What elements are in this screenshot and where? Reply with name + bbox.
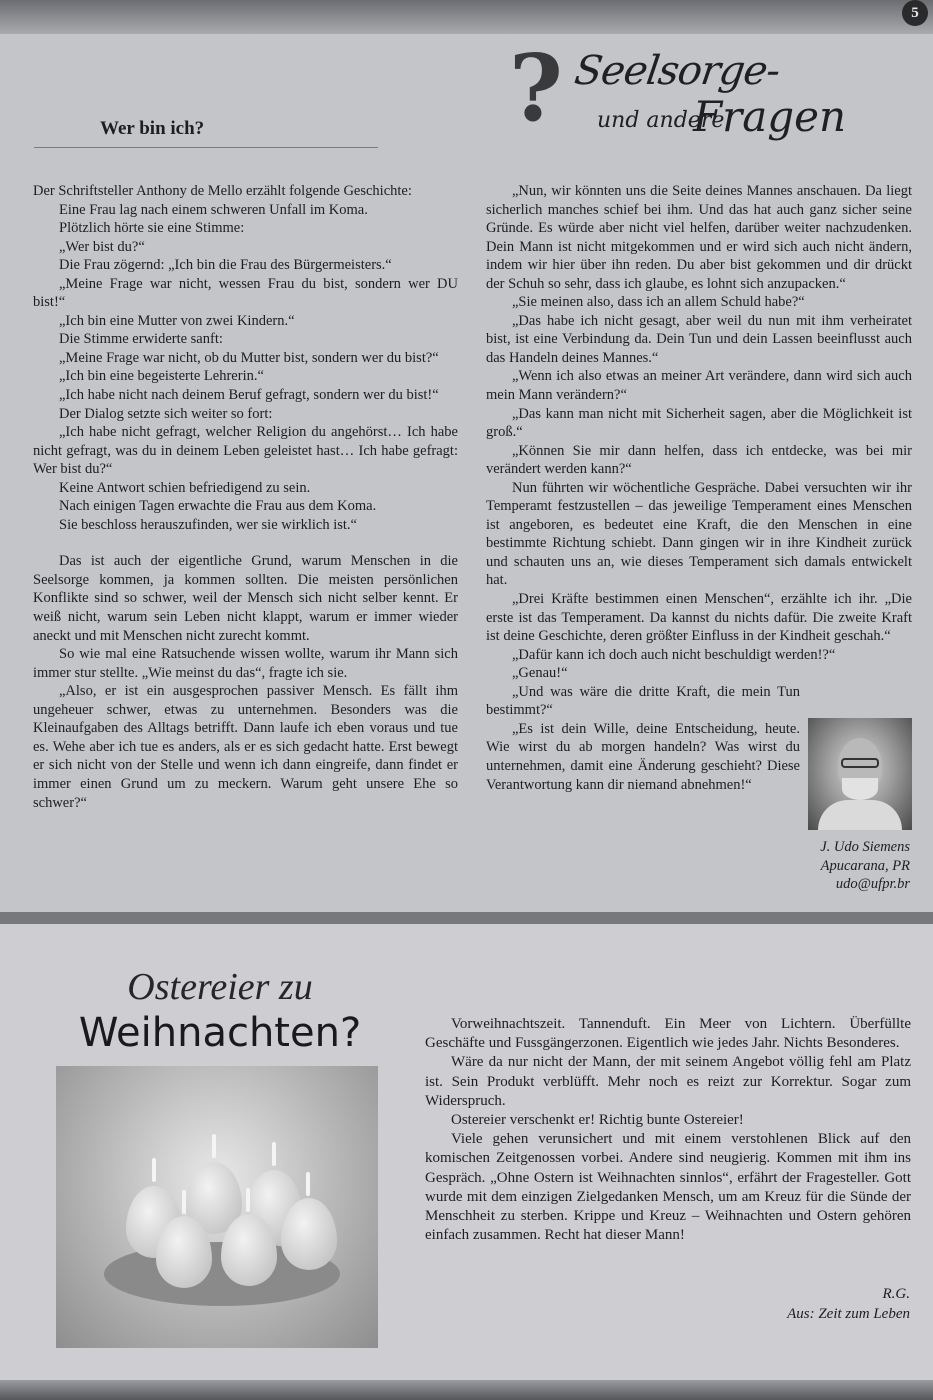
paragraph: Ostereier verschenkt er! Richtig bunte Ostereier! (451, 1112, 744, 1129)
paragraph: „Können Sie mir dann helfen, dass ich entdecke, was bei mir verändert werden kann?“ (486, 442, 912, 478)
paragraph: „Das kann man nicht mit Sicherheit sagen, aber die Möglichkeit ist groß.“ (486, 405, 912, 441)
paragraph: „Nun, wir könnten uns die Seite deines Mannes anschauen. Da liegt sicherlich manches schief bei ihm. Und das hat auch ganz sicher seine Gründe. Es würde aber nicht viel helfen, darüber weiter nachzudenken. Dein Mann ist nicht mitgekommen und er wird sich auch nicht ändern, indem wir hier über ihn reden. Du aber bist gekommen und dir drückt der Schuh so sehr, dass ich glaube, es lohnt sich anzupacken.“ (486, 183, 912, 292)
signature: R.G. (882, 1286, 910, 1302)
easter-eggs-candles-photo (56, 1066, 378, 1348)
logo-line-1: Seelsorge- (571, 48, 783, 94)
paragraph: Nun führten wir wöchentliche Gespräche. Dabei versuchten wir ihr Temperamt festzustellen – das jeweilige Temperament eines Menschen ist angeboren, es bedeutet eine Kraft, die den Menschen in eine bestimmte Richtung schiebt. Dann gingen wir in ihre Kindheit zurück und schauten uns an, wie dieses Temperament sich damals entwickelt hat. (486, 479, 912, 589)
logo-line-2: und andere (597, 108, 725, 133)
paragraph: „Sie meinen also, dass ich an allem Schuld habe?“ (512, 294, 805, 311)
paragraph: Der Schriftsteller Anthony de Mello erzählt folgende Geschichte: (33, 183, 412, 199)
paragraph: „Wenn ich also etwas an meiner Art verändere, dann wird sich auch mein Mann verändern?“ (486, 368, 912, 404)
bottom-edge (0, 1380, 933, 1400)
author-photo (808, 718, 912, 830)
paragraph: Vorweihnachtszeit. Tannenduft. Ein Meer von Lichtern. Überfüllte Geschäfte und Fussgängerzonen. Eigentlich wie jedes Jahr. Nichts Besonderes. (425, 1016, 911, 1052)
top-edge (0, 0, 933, 34)
paragraph: Eine Frau lag nach einem schweren Unfall im Koma. (59, 201, 368, 218)
source: Aus: Zeit zum Leben (787, 1305, 910, 1322)
question-mark-icon: ? (509, 34, 563, 142)
paragraph: „Ich habe nicht nach deinem Beruf gefragt, sondern wer du bist!“ (59, 387, 439, 404)
paragraph: „Dafür kann ich doch auch nicht beschuldigt werden!?“ (512, 646, 836, 663)
paragraph: „Das habe ich nicht gesagt, aber weil du nun mit ihm verheiratet bist, ist eine Verbindung da. Dein Tun und dein Lassen beeinflusst auch das Handeln deines Mannes.“ (486, 312, 912, 366)
article2-body (425, 1015, 911, 1245)
paragraph: „Genau!“ (512, 665, 568, 682)
paragraph: „Ich bin eine Mutter von zwei Kindern.“ (59, 312, 295, 329)
paragraph: „Meine Frage war nicht, ob du Mutter bist, sondern wer du bist?“ (59, 349, 439, 366)
article2-title-line2: Weihnachten? (78, 1010, 362, 1056)
column-logo (505, 34, 847, 172)
paragraph: Wäre da nur nicht der Mann, der mit seinem Angebot völlig fehl am Platz ist. Sein Produkt verblüfft. Mehr noch es reizt zur Korrektur. Sogar zum Widerspruch. (425, 1054, 911, 1109)
paragraph: Keine Antwort schien befriedigend zu sein. (59, 479, 311, 496)
paragraph: Sie beschloss herauszufinden, wer sie wirklich ist.“ (59, 516, 357, 533)
article-left-column (33, 182, 458, 812)
paragraph: Der Dialog setzte sich weiter so fort: (59, 405, 273, 422)
title-underline (34, 147, 378, 148)
paragraph: Die Stimme erwiderte sanft: (59, 331, 223, 348)
paragraph: Das ist auch der eigentliche Grund, warum Menschen in die Seelsorge kommen, ja kommen sollten. Die meisten persönlichen Konflikte sind so schwer, weil der Mensch sich nicht selber kennt. Er weiß nicht, warum sein Leben nicht klappt, warum er immer wieder aneckt und mit Menschen nicht zurecht kommt. (33, 553, 458, 644)
author-name: J. Udo Siemens (820, 839, 910, 855)
logo-line-3: Fragen (693, 92, 847, 141)
paragraph: „Drei Kräfte bestimmen einen Menschen“, erzählte ich ihr. „Die erste ist das Temperament. Da kannst du nichts dafür. Die zweite Kraft ist deine Geschichte, deren größter Einfluss in der Kindheit geschah.“ (486, 591, 912, 645)
article-title: Wer bin ich? (100, 118, 205, 139)
author-byline (760, 838, 910, 894)
paragraph: „Es ist dein Wille, deine Entscheidung, heute. Wie wirst du ab morgen handeln? Was wirst du unternehmen, damit eine Änderung geschieht? Diese Verantwortung kann dir niemand abnehmen!“ (486, 720, 800, 793)
paragraph: So wie mal eine Ratsuchende wissen wollte, warum ihr Mann sich immer stur stellte. „Wie meinst du das“, fragte ich sie. (33, 646, 458, 681)
paragraph: „Und was wäre die dritte Kraft, die mein Tun bestimmt?“ (486, 683, 800, 719)
paragraph: „Also, er ist ein ausgesprochen passiver Mensch. Es fällt ihm ungeheuer schwer, etwas zu unternehmen. Besonders was die Kleinaufgaben des Alltags betrifft. Dann laufe ich eben voraus und tue es. Wehe aber ich tue es anders, als er es sich gedacht hatte. Erst bewegt er sich nicht von der Stelle und wenn ich dann eingreife, dann findet er immer einen Grund um zu meckern. Warum geht unsere Ehe so schwer?“ (33, 683, 458, 811)
paragraph: Viele gehen verunsichert und mit einem verstohlenen Blick auf den komischen Zeitgenossen vorbei. Andere sind neugierig. Kommen mit ihm ins Gespräch. „Ohne Ostern ist Weihnachten sinnlos“, erfährt der Fragesteller. Gott wurde mit dem einzigen Zielgedanken Mensch, um am Kreuz für die Sünde der Menschheit zu sterben. Krippe und Kreuz – Weihnachten und Ostern gehören einfach zusammen. Recht hat dieser Mann! (425, 1131, 911, 1244)
article2-title-line1: Ostereier zu (127, 966, 313, 1008)
paragraph: Plötzlich hörte sie eine Stimme: (59, 220, 245, 237)
article-right-column (486, 182, 912, 794)
author-email: udo@ufpr.br (835, 876, 910, 892)
paragraph: Nach einigen Tagen erwachte die Frau aus dem Koma. (59, 498, 377, 515)
paragraph: Die Frau zögernd: „Ich bin die Frau des Bürgermeisters.“ (59, 257, 392, 274)
author-place: Apucarana, PR (820, 857, 910, 874)
paragraph: „Wer bist du?“ (59, 238, 145, 255)
article2-attribution (700, 1285, 910, 1324)
page-number-badge: 5 (902, 0, 928, 26)
paragraph: „Ich bin eine begeisterte Lehrerin.“ (59, 368, 264, 385)
paragraph: „Ich habe nicht gefragt, welcher Religion du angehörst… Ich habe nicht gefragt, was du in deinem Leben geleistet hast… Ich habe gefragt: Wer bist du?“ (33, 424, 458, 478)
paragraph: „Meine Frage war nicht, wessen Frau du bist, sondern wer DU bist!“ (33, 275, 458, 311)
